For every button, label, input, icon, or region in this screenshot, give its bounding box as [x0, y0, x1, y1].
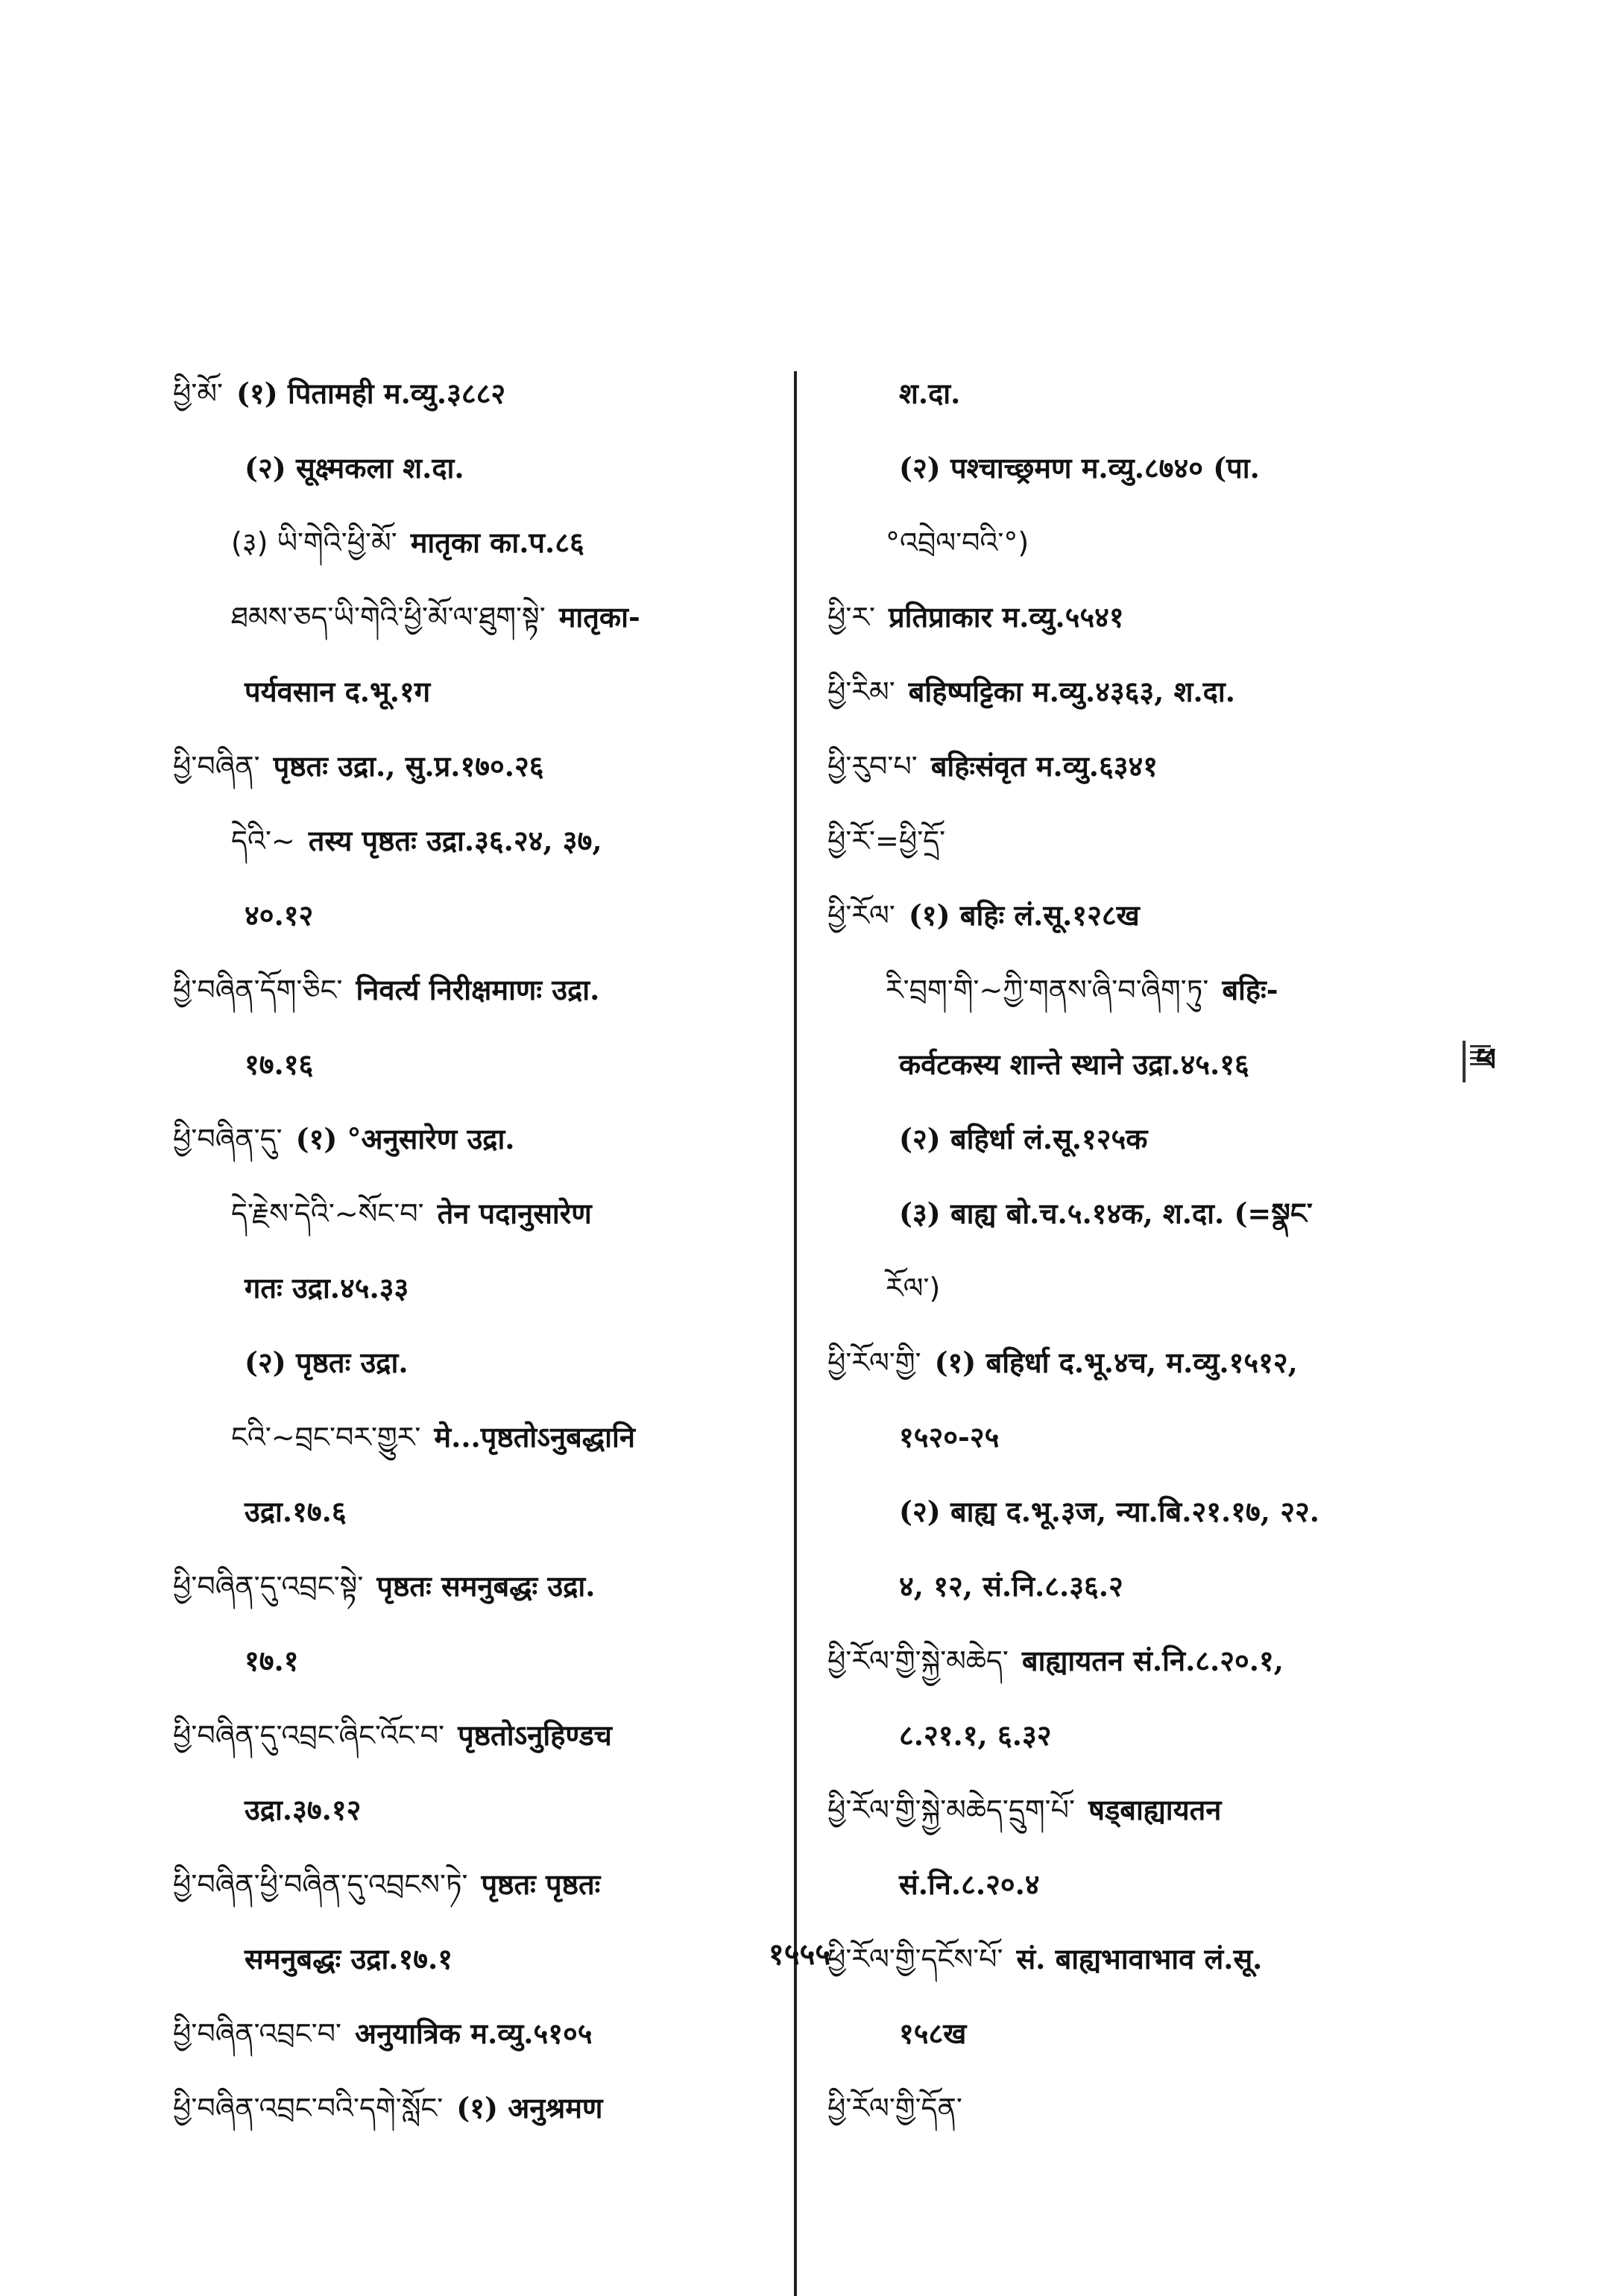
dictionary-line	[173, 729, 777, 804]
gloss: पृष्ठतः समनुबद्धः उद्रा.	[376, 1569, 596, 1603]
headword: ཕྱི་བཞིན་དོག་ཅིང་	[173, 974, 343, 1006]
dictionary-line	[827, 953, 1424, 1027]
gloss: १७.१६	[245, 1047, 314, 1081]
headword: ཕྱི་རུབ་པ་	[827, 750, 918, 783]
gloss: बहिः-	[1222, 973, 1278, 1006]
headword: ཕྱི་བཞིན་དུ་འབྲང་ཞིང་འོང་བ་	[173, 1719, 445, 1752]
page-number: १५५५	[768, 1937, 831, 1972]
headword: (३) ཡི་གེའི་ཕྱི་མོ་	[231, 526, 397, 559]
dictionary-line	[827, 1400, 1424, 1475]
gloss: अनुयात्रिक म.व्यु.५१०५	[355, 2016, 593, 2050]
gloss: (१) अनुश्रमण	[456, 2091, 603, 2125]
dictionary-line	[827, 1996, 1424, 2071]
dictionary-line	[827, 1102, 1424, 1176]
dictionary-line	[827, 1698, 1424, 1773]
gloss: १५८ख	[899, 2016, 967, 2050]
gloss: कर्वटकस्य शान्ते स्थाने उद्रा.४५.१६	[899, 1047, 1249, 1081]
headword: ཕྱི་བཞིན་དུ་	[173, 1123, 283, 1155]
gloss: (१) बहिः लं.सू.१२८ख	[908, 898, 1140, 932]
dictionary-line	[173, 505, 777, 580]
gloss: ८.२१.१, ६.३२	[899, 1718, 1052, 1752]
dictionary-line	[173, 1176, 777, 1251]
gloss: पृष्ठतः उद्रा., सु.प्र.१७०.२६	[273, 749, 544, 783]
dictionary-line	[173, 1400, 777, 1475]
gloss: मातृका-	[558, 600, 640, 634]
gloss: तस्य पृष्ठतः उद्रा.३६.२४, ३७,	[308, 824, 602, 857]
headword: ཕྱི་རོལ་གྱི་	[827, 1346, 921, 1379]
dictionary-line	[173, 1325, 777, 1400]
headword: ཕྱི་བཞིན་ཕྱི་བཞིན་དུ་འབྲངས་ཏེ་	[173, 1868, 468, 1901]
dictionary-line	[827, 878, 1424, 953]
headword: རི་བྲག་གི་~ཀྱི་གནས་ཞི་བ་ཞིག་ཏུ་	[886, 974, 1209, 1006]
headword: °འབྲེལ་བའི་°)	[886, 526, 1029, 559]
headword: དེ་རྗེས་དེའི་~སོང་བ་	[231, 1197, 424, 1230]
headword: ཕྱི་ར་	[827, 601, 875, 634]
gloss: १७.१	[245, 1644, 299, 1677]
dictionary-line	[173, 1027, 777, 1102]
headword: ཐམས་ཅད་ཡི་གེའི་ཕྱི་མོ་ལ་ཐུག་སྟེ་	[231, 601, 546, 634]
headword: ཕྱི་རིམ་	[827, 675, 895, 708]
dictionary-line	[173, 804, 777, 878]
gloss: बहिःसंवृत म.व्यु.६३४१	[930, 749, 1158, 783]
dictionary-line	[173, 1624, 777, 1698]
dictionary-line	[173, 1698, 777, 1773]
gloss: समनुबद्धः उद्रा.१७.१	[245, 1942, 453, 1975]
gloss: (२) पश्चाच्छ्रमण म.व्यु.८७४० (पा.	[899, 451, 1260, 485]
column-divider	[794, 371, 797, 2296]
gloss: १५२०-२५	[899, 1420, 1000, 1454]
dictionary-line	[827, 1624, 1424, 1698]
dictionary-line	[827, 1027, 1424, 1102]
dictionary-line	[827, 2071, 1424, 2145]
dictionary-line	[827, 431, 1424, 505]
gloss: पृष्ठतोऽनुहिण्डच	[458, 1718, 612, 1752]
gloss: पर्यवसान द.भू.१ग	[245, 675, 431, 708]
dictionary-line	[173, 580, 777, 655]
gloss: (२) पृष्ठतः उद्रा.	[245, 1346, 409, 1379]
gloss: मे...पृष्ठतोऽनुबद्धानि	[434, 1420, 635, 1454]
gloss: प्रतिप्राकार म.व्यु.५५४१	[889, 600, 1124, 634]
dictionary-line	[827, 1847, 1424, 1922]
gloss: तेन पदानुसारेण	[437, 1196, 592, 1230]
dictionary-line	[173, 2071, 777, 2145]
headword: ཕྱི་མོ་	[173, 377, 223, 410]
gloss: (२) सूक्ष्मकला श.दा.	[245, 451, 464, 485]
gloss: सं.नि.८.२०.४	[899, 1867, 1040, 1901]
dictionary-line	[827, 1549, 1424, 1624]
dictionary-line	[173, 878, 777, 953]
headword: ཕྱི་རོལ་གྱི་སྐྱེ་མཆེད་	[827, 1644, 1009, 1677]
gloss: ४, १२, सं.नि.८.३६.२	[899, 1569, 1123, 1603]
headword: ཕྱི་རོལ་	[827, 899, 895, 932]
gloss: गतः उद्रा.४५.३३	[245, 1271, 409, 1305]
headword: ཕྱི་རོལ་གྱི་དོན་	[827, 2092, 962, 2125]
dictionary-line	[173, 1996, 777, 2071]
gloss: (१) पितामही म.व्यु.३८८२	[236, 376, 506, 410]
gloss: षड्बाह्यायतन	[1088, 1793, 1222, 1826]
gloss: (२) बाह्य द.भू.३ज, न्या.बि.२१.१७, २२.	[899, 1495, 1319, 1528]
headword: ཕྱི་བཞིན་	[173, 750, 260, 783]
gloss: मातृका का.प.८६	[410, 526, 584, 559]
dictionary-line	[173, 953, 777, 1027]
dictionary-line	[173, 655, 777, 729]
dictionary-line	[827, 356, 1424, 431]
dictionary-line	[827, 1251, 1424, 1325]
section-tab-marker	[1463, 1041, 1495, 1082]
left-column	[173, 356, 777, 2145]
headword: ཕྱི་བཞིན་དུ་འབྲང་སྟེ་	[173, 1570, 364, 1603]
gloss: सं. बाह्यभावाभाव लं.सू.	[1016, 1942, 1263, 1975]
gloss: (१) बहिर्धा द.भू.४च, म.व्यु.१५१२,	[934, 1346, 1298, 1379]
gloss: ४०.१२	[245, 898, 314, 932]
gloss: पृष्ठतः पृष्ठतः	[481, 1867, 601, 1901]
dictionary-line	[173, 1549, 777, 1624]
headword: ངའི་~བྲང་བར་གྱུར་	[231, 1421, 421, 1454]
gloss: (२) बहिर्धा लं.सू.१२५क	[899, 1122, 1148, 1155]
dictionary-line	[173, 1847, 777, 1922]
section-tab-letter: ཕ	[1476, 1041, 1496, 1078]
dictionary-line	[827, 580, 1424, 655]
headword: ཕྱི་བཞིན་འབྲང་བ་	[173, 2017, 342, 2050]
headword: ཕྱི་རོལ་གྱི་སྐྱེ་མཆེད་དྲུག་པོ་	[827, 1794, 1075, 1826]
headword: ཕྱི་རོ་=ཕྱི་དྲོ་	[827, 824, 946, 857]
gloss: बाह्यायतन सं.नि.८.२०.१,	[1021, 1644, 1284, 1677]
dictionary-line	[173, 1773, 777, 1847]
gloss: (१) °अनुसारेण उद्रा.	[295, 1122, 515, 1155]
dictionary-line	[827, 1176, 1424, 1251]
gloss: (३) बाह्य बो.च.५.१४क, श.दा. (=སྣང་	[899, 1196, 1313, 1230]
dictionary-line	[827, 804, 1424, 878]
dictionary-line	[827, 1325, 1424, 1400]
headword: རོལ་)	[886, 1272, 941, 1305]
dictionary-line	[173, 1102, 777, 1176]
dictionary-line	[173, 1251, 777, 1325]
gloss: उद्रा.३७.१२	[245, 1793, 362, 1826]
dictionary-line	[827, 1475, 1424, 1549]
headword: ཕྱི་རོལ་གྱི་དངོས་པོ་	[827, 1943, 1003, 1975]
dictionary-line	[173, 356, 777, 431]
dictionary-line	[827, 729, 1424, 804]
dictionary-line	[173, 1475, 777, 1549]
headword: དེའི་~	[231, 824, 295, 857]
gloss: निवर्त्य निरीक्षमाणः उद्रा.	[356, 973, 600, 1006]
dictionary-line	[173, 431, 777, 505]
dictionary-line	[827, 1773, 1424, 1847]
dictionary-line	[827, 505, 1424, 580]
dictionary-line	[827, 655, 1424, 729]
gloss: बहिष्पट्टिका म.व्यु.४३६३, श.दा.	[908, 675, 1235, 708]
gloss: श.दा.	[899, 376, 961, 410]
headword: ཕྱི་བཞིན་འབྲང་བའི་དགེ་སློང་	[173, 2092, 444, 2125]
right-column	[827, 356, 1424, 2145]
gloss: उद्रा.१७.६	[245, 1495, 347, 1528]
